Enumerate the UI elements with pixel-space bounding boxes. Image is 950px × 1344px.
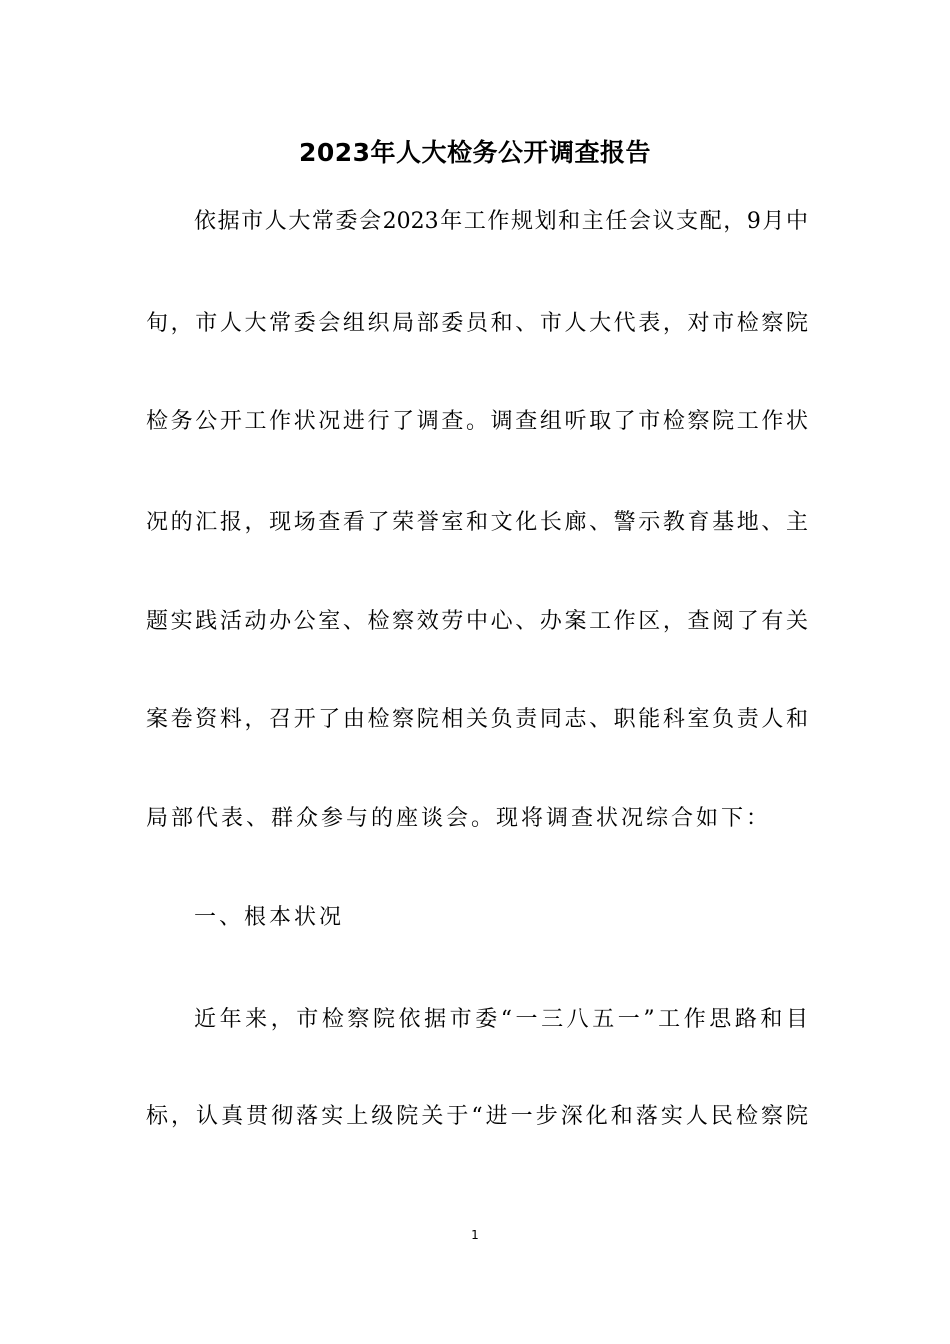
paragraph-2-line-1: 近年来，市检察院依据市委“一三八五一”工作思路和目	[194, 1007, 808, 1032]
paragraph-1-line-6: 案卷资料，召开了由检察院相关负责同志、职能科室负责人和	[146, 707, 808, 732]
paragraph-1-line-3: 检务公开工作状况进行了调查。调查组听取了市检察院工作状	[146, 409, 808, 434]
paragraph-1-line-2: 旬，市人大常委会组织局部委员和、市人大代表，对市检察院	[146, 311, 808, 336]
paragraph-2-line-2: 标，认真贯彻落实上级院关于“进一步深化和落实人民检察院	[146, 1104, 808, 1129]
paragraph-1-line-1: 依据市人大常委会2023年工作规划和主任会议支配，9月中	[194, 209, 808, 234]
section-1-heading: 一、根本状况	[194, 905, 345, 930]
paragraph-1-line-7: 局部代表、群众参与的座谈会。现将调查状况综合如下：	[146, 806, 772, 831]
document-title: 2023年人大检务公开调查报告	[298, 138, 652, 167]
page-number: 1	[471, 1228, 479, 1242]
paragraph-1-line-4: 况的汇报，现场查看了荣誉室和文化长廊、警示教育基地、主	[146, 510, 808, 535]
paragraph-1-line-5: 题实践活动办公室、检察效劳中心、办案工作区，查阅了有关	[146, 609, 808, 634]
